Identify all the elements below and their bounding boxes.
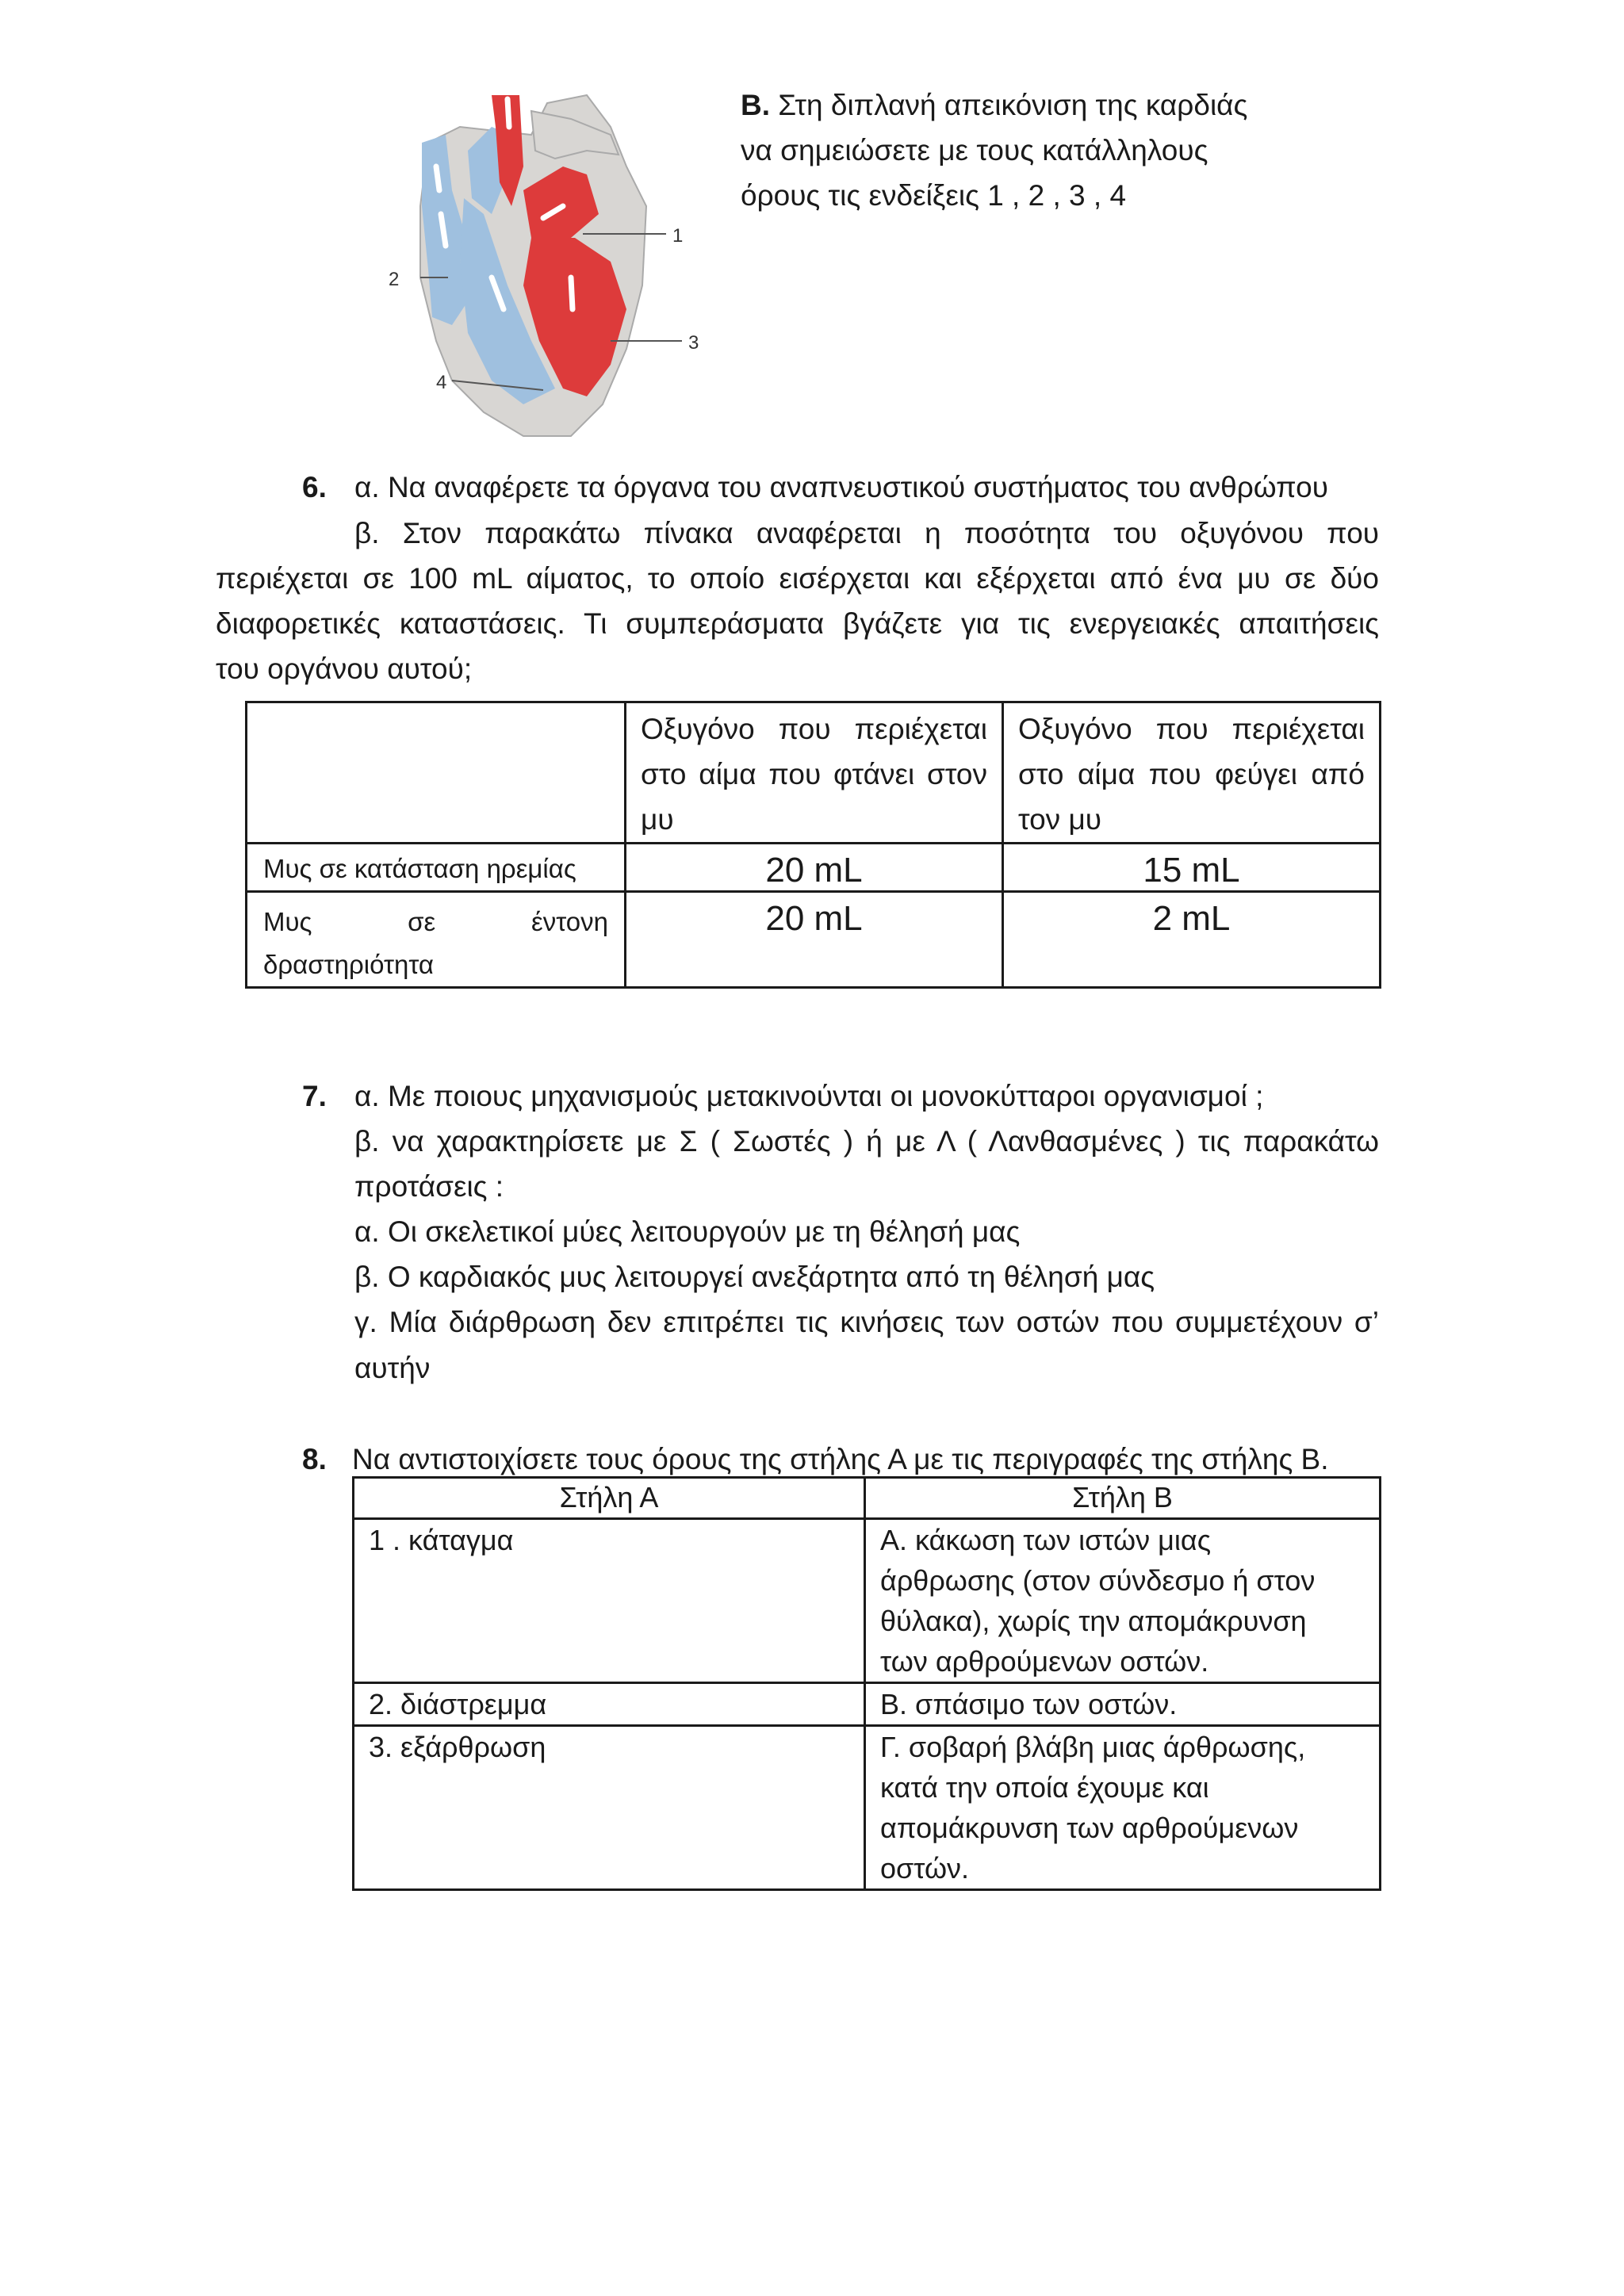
oxygen-table-header-in: Οξυγόνο που περιέχεται στο αίμα που φτάνει στον μυ (626, 702, 1003, 844)
term-cell: 2. διάστρεμμα (354, 1683, 865, 1726)
oxygen-row-label: Μυς σε έντονη δραστηριότητα (247, 892, 626, 988)
matching-table (352, 1476, 1381, 1891)
q6-b-line-3: διαφορετικές καταστάσεις. Τι συμπεράσματα βγάζετε για τις ενεργειακές απαιτήσεις (216, 607, 1379, 640)
table-row (354, 1726, 1381, 1890)
oxygen-row-label: Μυς σε κατάσταση ηρεμίας (247, 844, 626, 892)
heart-label-3: 3 (688, 332, 699, 354)
q6-b-line-4: του οργάνου αυτού; (216, 652, 473, 685)
heart-label-2: 2 (389, 269, 400, 290)
column-b-header: Στήλη Β (865, 1478, 1381, 1519)
table-row (247, 844, 1381, 892)
oxygen-table (245, 701, 1381, 989)
oxygen-value-in: 20 mL (626, 892, 1003, 988)
q7-line-7: αυτήν (354, 1352, 431, 1384)
description-cell: Γ. σοβαρή βλάβη μιας άρθρωσης, κατά την οποία έχουμε και απομάκρυνση των αρθρούμενων οστών. (865, 1726, 1381, 1890)
description-cell: Β. σπάσιμο των οστών. (865, 1683, 1381, 1726)
q8-number: 8. (302, 1443, 327, 1475)
column-a-header: Στήλη Α (354, 1478, 865, 1519)
oxygen-value-in: 20 mL (626, 844, 1003, 892)
oxygen-table-header-out: Οξυγόνο που περιέχεται στο αίμα που φεύγει από τον μυ (1003, 702, 1381, 844)
q7-line-3: προτάσεις : (354, 1170, 504, 1203)
term-cell: 3. εξάρθρωση (354, 1726, 865, 1890)
oxygen-table-corner (247, 702, 626, 844)
term-cell: 1 . κάταγμα (354, 1519, 865, 1683)
part-b-line-3: όρους τις ενδείξεις 1 , 2 , 3 , 4 (741, 179, 1127, 212)
table-row (354, 1683, 1381, 1726)
table-row (354, 1519, 1381, 1683)
heart-diagram (373, 79, 722, 444)
heart-label-1: 1 (672, 225, 684, 247)
q7-line-5: β. Ο καρδιακός μυς λειτουργεί ανεξάρτητα από τη θέλησή μας (354, 1261, 1155, 1293)
q7-line-4: α. Οι σκελετικοί μύες λειτουργούν με τη θέλησή μας (354, 1215, 1021, 1248)
q7-line-6: γ. Μία διάρθρωση δεν επιτρέπει τις κινήσεις των οστών που συμμετέχουν σ’ (354, 1306, 1379, 1338)
q6-number: 6. (302, 471, 327, 503)
oxygen-value-out: 15 mL (1003, 844, 1381, 892)
heart-label-4: 4 (436, 372, 447, 393)
description-cell: Α. κάκωση των ιστών μιας άρθρωσης (στον σύνδεσμο ή στον θύλακα), χωρίς την απομάκρυνση των αρθρούμενων οστών. (865, 1519, 1381, 1683)
q6-b-line-1: β. Στον παρακάτω πίνακα αναφέρεται η ποσότητα του οξυγόνου που (354, 517, 1379, 549)
table-row (247, 892, 1381, 988)
oxygen-value-out: 2 mL (1003, 892, 1381, 988)
part-b-letter: Β. (741, 89, 770, 121)
part-b-line-1: Β. Στη διπλανή απεικόνιση της καρδιάς (741, 89, 1248, 121)
q7-number: 7. (302, 1080, 327, 1112)
part-b-line-2: να σημειώσετε με τους κατάλληλους (741, 134, 1208, 166)
q7-line-2: β. να χαρακτηρίσετε με Σ ( Σωστές ) ή με Λ ( Λανθασμένες ) τις παρακάτω (354, 1125, 1379, 1158)
q7-line-1: α. Με ποιους μηχανισμούς μετακινούνται οι μονοκύτταροι οργανισμοί ; (354, 1080, 1264, 1112)
q6-part-a: α. Να αναφέρετε τα όργανα του αναπνευστικού συστήματος του ανθρώπου (354, 471, 1328, 503)
q6-b-line-2: περιέχεται σε 100 mL αίματος, το οποίο εισέρχεται και εξέρχεται από ένα μυ σε δύο (216, 562, 1379, 595)
q8-instruction: Να αντιστοιχίσετε τους όρους της στήλης Α με τις περιγραφές της στήλης Β. (352, 1443, 1329, 1475)
